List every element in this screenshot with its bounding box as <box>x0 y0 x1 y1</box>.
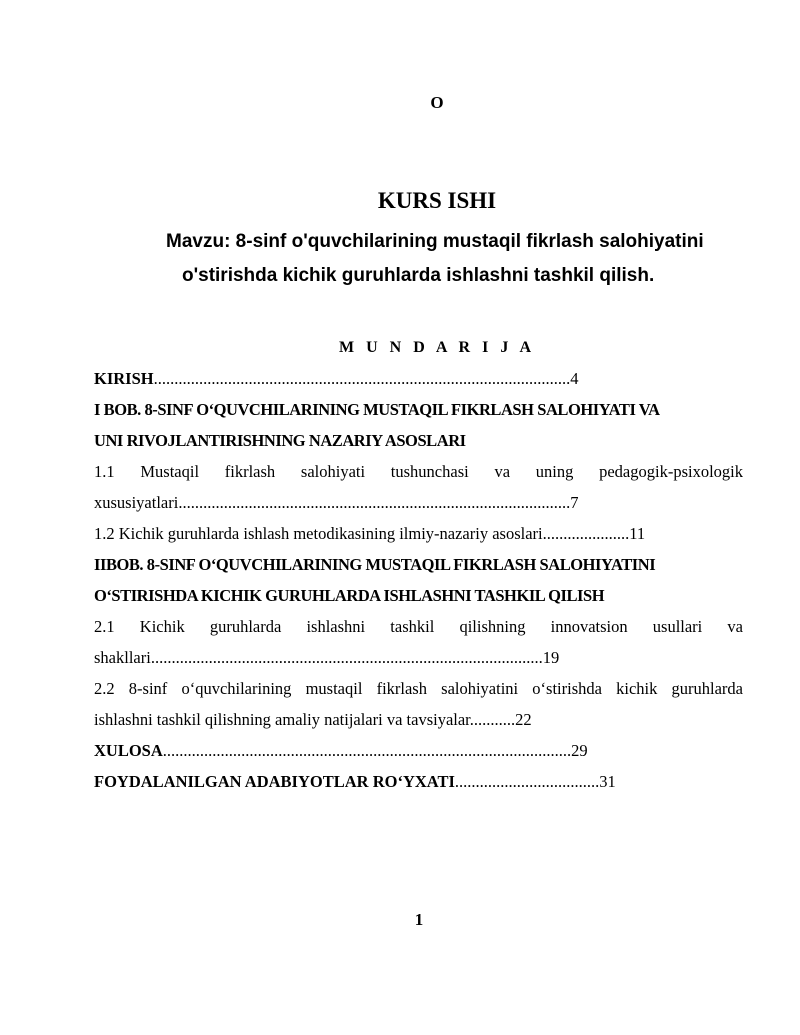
toc-leader: ............................................................................................... <box>150 648 543 667</box>
toc-section-2-1-line-1: 2.1 Kichik guruhlarda ishlashni tashkil qilishning innovatsion usullari va <box>94 617 743 636</box>
toc-chapter-1-line-1: I BOB. 8-SINF O‘QUVCHILARINING MUSTAQIL FIKRLASH SALOHIYATI VA <box>94 400 660 419</box>
subject-line-1: Mavzu: 8-sinf o'quvchilarining mustaqil fikrlash salohiyatini <box>166 231 704 252</box>
toc-entry-label: FOYDALANILGAN ADABIYOTLAR RO‘YXATI <box>94 772 455 791</box>
toc-heading: M U N D A R I J A <box>338 339 535 356</box>
toc-chapter-2-line-2: O‘STIRISHDA KICHIK GURUHLARDA ISHLASHNI TASHKIL QILISH <box>94 586 605 605</box>
toc-entry-xulosa <box>94 735 743 766</box>
page-number: 1 <box>414 910 424 929</box>
toc-entry-label: shakllari <box>94 648 151 667</box>
toc-section-2-2-line-1: 2.2 8-sinf o‘quvchilarining mustaqil fikrlash salohiyatini o‘stirishda kichik guruhlarda <box>94 679 743 698</box>
toc-entry-label: ishlashni tashkil qilishning amaliy natijalari va tavsiyalar <box>94 710 470 729</box>
toc-page-number: 11 <box>629 524 646 543</box>
toc-entry-label: xususiyatlari <box>94 493 179 512</box>
toc-page-number: 29 <box>571 741 588 760</box>
toc-section-2-1-line-2 <box>94 642 743 673</box>
toc-leader: ................................... <box>454 772 600 791</box>
document-title: KURS ISHI <box>377 188 497 213</box>
header-letter: O <box>430 93 444 112</box>
toc-page-number: 4 <box>570 369 579 388</box>
subject-line-2: o'stirishda kichik guruhlarda ishlashni tashkil qilish. <box>182 265 655 286</box>
toc-leader: ................................................................................................... <box>162 741 572 760</box>
toc-chapter-2-line-1: IIBOB. 8-SINF O‘QUVCHILARINING MUSTAQIL FIKRLASH SALOHIYATINI <box>94 555 656 574</box>
toc-chapter-1-line-2: UNI RIVOJLANTIRISHNING NAZARIY ASOSLARI <box>94 431 466 450</box>
toc-leader: ..................................................................................................... <box>153 369 571 388</box>
toc-leader: ..................... <box>542 524 630 543</box>
toc-entry-references <box>94 766 743 797</box>
toc-section-1-1-line-2 <box>94 487 743 518</box>
toc-page-number: 31 <box>599 772 616 791</box>
toc-entry-label: XULOSA <box>94 741 163 760</box>
toc-section-2-2-line-2 <box>94 704 743 735</box>
toc-entry-label: KIRISH <box>94 369 154 388</box>
toc-page-number: 19 <box>542 648 560 667</box>
toc-section-1-1-line-1: 1.1 Mustaqil fikrlash salohiyati tushunchasi va uning pedagogik-psixologik <box>94 462 743 481</box>
toc-section-1-2 <box>94 518 743 549</box>
toc-leader: ............................................................................................... <box>178 493 571 512</box>
toc-entry-label: 1.2 Kichik guruhlarda ishlash metodikasining ilmiy-nazariy asoslari <box>94 524 543 543</box>
toc-entry-kirish <box>94 363 743 394</box>
toc-page-number: 7 <box>570 493 579 512</box>
toc-leader: ........... <box>469 710 516 729</box>
toc-page-number: 22 <box>515 710 532 729</box>
table-of-contents <box>94 363 743 797</box>
